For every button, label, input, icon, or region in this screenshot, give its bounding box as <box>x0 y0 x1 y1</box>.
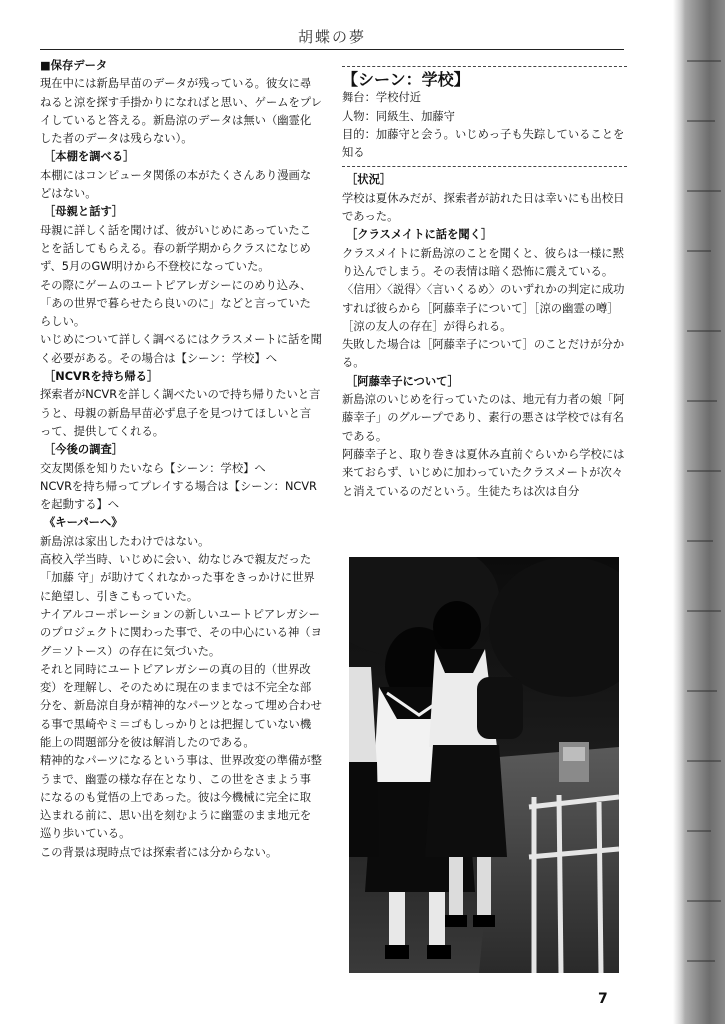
keeper-paragraph: 精神的なパーツになるという事は、世界改変の準備が整うまで、幽霊の様な存在となり、この世をさまよう事になるのも覚悟の上であった。彼は今機械に完全に取込まれる前に、思い出を刻むように幽霊のまま地元を巡り歩いている。 <box>40 754 322 841</box>
header-rule <box>40 49 624 50</box>
keeper-paragraph: 新島涼は家出したわけではない。 <box>40 534 210 548</box>
ato-paragraph: 阿藤幸子と、取り巻きは夏休み直前ぐらいから学校には来ておらず、いじめに加わっていたクラスメートが次々と消えているのだという。生徒たちは次は自分 <box>342 447 625 498</box>
future-heading: ［今後の調査］ <box>44 443 124 457</box>
scroll-edge-decoration <box>673 0 725 1024</box>
ato-heading: ［阿藤幸子について］ <box>346 374 459 388</box>
ncvr-body: 探索者がNCVRを詳しく調べたいので持ち帰りたいと言うと、母親の新島早苗必ず息子を見つけてほしいと言って、提供してくれる。 <box>40 388 321 438</box>
keeper-paragraph: それと同時にユートピアレガシーの真の目的（世界改変）を理解し、そのために現在のままでは不完全な部分を、新島涼自身が精神的なパーツとなって埋め合わせる事で黒崎やミ＝ゴもしっかりとは把握していない機能上の問題部分を彼は解消したのである。 <box>40 662 322 749</box>
bookshelf-heading: ［本棚を調べる］ <box>44 150 135 164</box>
classmates-paragraph: クラスメイトに新島涼のことを聞くと、彼らは一様に黙り込んでしまう。その表情は暗く恐怖に震えている。 <box>342 246 624 278</box>
running-header: 胡蝶の夢 <box>297 28 366 46</box>
mother-paragraph: いじめについて詳しく調べるにはクラスメートに話を聞く必要がある。その場合は【シーン：学校】へ <box>40 333 322 365</box>
bookshelf-body: 本棚にはコンピュータ関係の本がたくさんあり漫画などはない。 <box>40 168 312 201</box>
ncvr-heading: ［NCVRを持ち帰る］ <box>44 370 159 384</box>
classmates-paragraph: 失敗した場合は［阿藤幸子について］のことだけが分かる。 <box>342 338 625 370</box>
classmates-heading: ［クラスメイトに話を聞く］ <box>346 228 493 242</box>
future-paragraph: NCVRを持ち帰ってプレイする場合は【シーン：NCVRを起動する】へ <box>40 479 317 512</box>
mother-paragraph: その際にゲームのユートピアレガシーにのめり込み、「あの世界で暮らせたら良いのに」などと言っていたらしい。 <box>40 278 312 329</box>
scene-people: 人物：同級生、加藤守 <box>342 109 455 123</box>
left-column <box>40 57 322 862</box>
scene-goal: 目的：加藤守と会う。いじめっ子も失踪していることを知る <box>342 127 625 160</box>
right-column <box>342 62 627 501</box>
mother-heading: ［母親と話す］ <box>44 205 124 219</box>
keeper-paragraph: この背景は現時点では探索者には分からない。 <box>40 845 278 859</box>
keeper-paragraph: ナイアルコーポレーションの新しいユートピアレガシーのプロジェクトに関わった事で、その中心にいる神（ヨグ＝ソトース）の存在に気づいた。 <box>40 607 322 658</box>
keeper-paragraph: 高校入学当時、いじめに会い、幼なじみで親友だった「加藤 守」が助けてくれなかった事をきっかけに世界に絶望し、引きこもっていた。 <box>40 553 315 603</box>
future-paragraph: 交友関係を知りたいなら【シーン：学校】へ <box>40 461 266 475</box>
scene-stage: 舞台：学校付近 <box>342 91 422 105</box>
classmates-paragraph: 〈信用〉〈説得〉〈言いくるめ〉のいずれかの判定に成功すれば彼らから［阿藤幸子について］［涼の幽霊の噂］［涼の友人の存在］が得られる。 <box>342 283 625 333</box>
keeper-heading: 《キーパーへ》 <box>44 516 123 530</box>
page-number: 7 <box>598 991 608 1007</box>
mother-paragraph: 母親に詳しく話を聞けば、彼がいじめにあっていたことを話してもらえる。春の新学期からクラスになじめず、5月のGW明けから不登校になっていた。 <box>40 223 312 274</box>
scene-title: 【シーン：学校】 <box>342 70 470 89</box>
save-data-body: 現在中には新島早苗のデータが残っている。彼女に尋ねると涼を探す手掛かりになればと思い、ゲームをプレイしていると答える。新島涼のデータは無い（幽霊化した者のデータは残らない）。 <box>40 77 322 146</box>
situation-heading: ［状況］ <box>346 173 392 187</box>
ato-paragraph: 新島涼のいじめを行っていたのは、地元有力者の娘「阿藤幸子」のグループであり、素行の悪さは学校では有名である。 <box>342 393 625 443</box>
dashed-rule <box>342 66 627 67</box>
save-data-heading: ■保存データ <box>40 59 108 72</box>
dashed-rule <box>342 166 627 167</box>
situation-body: 学校は夏休みだが、探索者が訪れた日は幸いにも出校日であった。 <box>342 191 625 224</box>
schoolgirls-photo <box>349 557 619 973</box>
